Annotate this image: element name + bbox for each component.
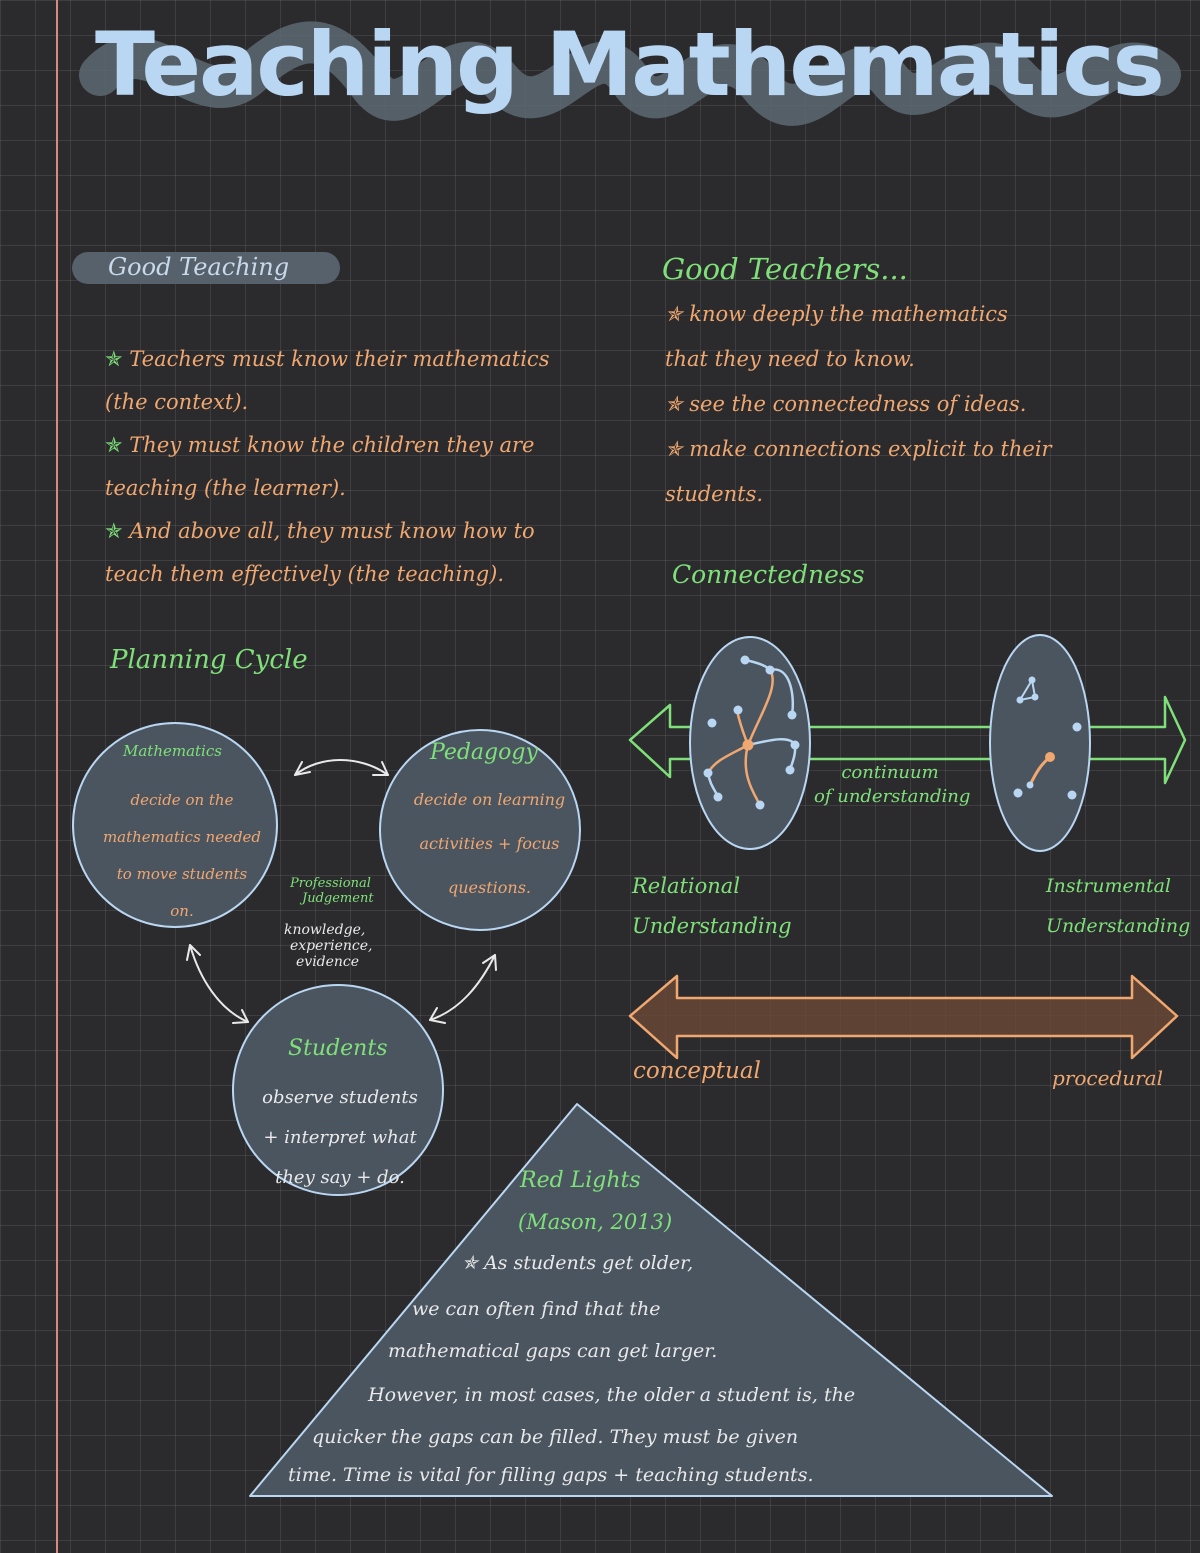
pedagogy-title: Pedagogy: [430, 740, 538, 765]
red-lights-line: ✯ As students get older,: [462, 1252, 694, 1274]
good-teaching-item-cont: teaching (the learner).: [105, 476, 346, 500]
page-title: Teaching Mathematics: [95, 13, 1163, 116]
star-icon: ✯: [105, 347, 123, 371]
instrumental-label: Instrumental Understanding: [1046, 875, 1191, 937]
professional-judgement-title: Professional Judgement: [290, 876, 374, 906]
good-teaching-item-cont: teach them effectively (the teaching).: [105, 562, 505, 586]
good-teachers-heading: Good Teachers...: [662, 252, 908, 286]
red-lights-line: time. Time is vital for filling gaps + teaching students.: [288, 1464, 814, 1486]
good-teaching-item: ✯ Teachers must know their mathematics: [105, 347, 550, 371]
professional-judgement-text: knowledge, experience, evidence: [284, 922, 373, 970]
pedagogy-text: decide on learning activities + focus questions.: [413, 790, 566, 897]
procedural-label: procedural: [1052, 1066, 1164, 1090]
good-teachers-line: that they need to know.: [665, 347, 915, 371]
red-lights-line: mathematical gaps can get larger.: [388, 1340, 718, 1362]
red-lights-line: we can often find that the: [412, 1298, 661, 1320]
conceptual-procedural-arrow: [622, 968, 1187, 1068]
good-teaching-item: ✯ And above all, they must know how to: [105, 519, 535, 543]
students-text: observe students + interpret what they say + do.: [262, 1087, 418, 1188]
conceptual-label: conceptual: [633, 1058, 761, 1084]
continuum-label-line2: of understanding: [814, 786, 971, 807]
page-margin-line: [56, 0, 58, 1553]
continuum-label: continuum: [841, 762, 939, 783]
connectedness-diagram: [620, 625, 1195, 865]
arrow-pedagogy-students: [430, 955, 495, 1020]
good-teaching-list: [105, 338, 625, 596]
good-teachers-line: ✯ know deeply the mathematics: [665, 302, 1008, 326]
star-icon: ✯: [105, 519, 123, 543]
good-teachers-list: [665, 292, 1185, 517]
instrumental-ellipse: [990, 635, 1090, 851]
red-lights-title: Red Lights: [520, 1168, 641, 1193]
good-teaching-item-cont: (the context).: [105, 390, 249, 414]
good-teachers-line: ✯ make connections explicit to their: [665, 437, 1052, 461]
connectedness-heading: Connectedness: [672, 560, 865, 589]
mathematics-title: Mathematics: [123, 742, 222, 760]
red-lights-line: quicker the gaps can be filled. They must be given: [312, 1426, 799, 1448]
arrow-math-students: [190, 945, 248, 1022]
good-teaching-heading: Good Teaching: [108, 253, 290, 281]
good-teachers-line: students.: [665, 482, 764, 506]
red-lights-citation: (Mason, 2013): [518, 1210, 673, 1234]
star-icon: ✯: [105, 433, 123, 457]
relational-label: Relational Understanding: [632, 874, 792, 938]
students-title: Students: [288, 1036, 388, 1061]
planning-cycle-heading: Planning Cycle: [110, 645, 308, 675]
good-teachers-line: ✯ see the connectedness of ideas.: [665, 392, 1027, 416]
mathematics-text: decide on the mathematics needed to move students on.: [102, 791, 262, 920]
red-lights-line: However, in most cases, the older a student is, the: [368, 1384, 856, 1406]
good-teaching-item: ✯ They must know the children they are: [105, 433, 535, 457]
